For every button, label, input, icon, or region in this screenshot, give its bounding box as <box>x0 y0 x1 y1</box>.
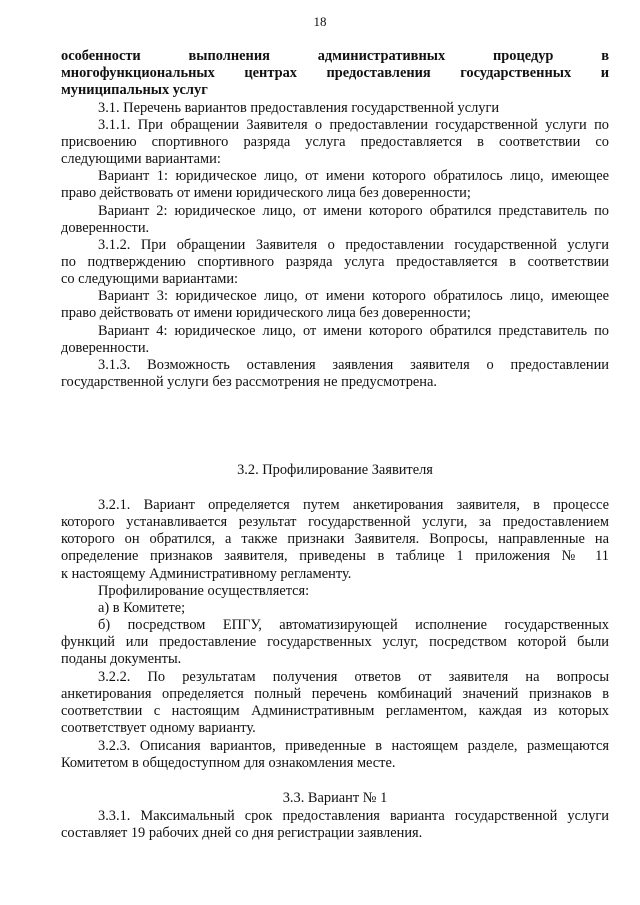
text-line: доверенности. <box>61 220 150 236</box>
text-line: Вариант 4: юридическое лицо, от имени которого обратился представитель по <box>98 323 609 339</box>
text-line: особенности выполнения административных процедур в <box>61 48 609 64</box>
text-line: государственной услуги без рассмотрения не предусмотрена. <box>61 374 437 390</box>
text-line: определение признаков заявителя, приведены в таблице 1 приложения № 11 <box>61 548 609 564</box>
text-line: многофункциональных центрах предоставления государственных и <box>61 65 609 81</box>
text-line: соответствует одному варианту. <box>61 720 256 736</box>
text-line: соответствии с настоящим Административным регламентом, каждая из которых <box>61 703 609 719</box>
text-line: 3.2. Профилирование Заявителя <box>237 462 433 478</box>
text-line: 3.1.2. При обращении Заявителя о предоставлении государственной услуги <box>98 237 609 253</box>
text-line: 3.1.3. Возможность оставления заявления заявителя о предоставлении <box>98 357 609 373</box>
text-line: по подтверждению спортивного разряда услуга предоставляется в соответствии <box>61 254 609 270</box>
text-line: 3.1.1. При обращении Заявителя о предоставлении государственной услуги по <box>98 117 609 133</box>
text-line: муниципальных услуг <box>61 82 208 98</box>
text-line: составляет 19 рабочих дней со дня регистрации заявления. <box>61 825 423 841</box>
text-line: право действовать от имени юридического лица без доверенности; <box>61 305 471 321</box>
text-line: право действовать от имени юридического лица без доверенности; <box>61 185 471 201</box>
text-line: доверенности. <box>61 340 150 356</box>
text-line: Профилирование осуществляется: <box>98 583 310 599</box>
text-line: Вариант 2: юридическое лицо, от имени которого обратился представитель по <box>98 203 609 219</box>
text-line: поданы документы. <box>61 651 182 667</box>
text-line: 3.2.3. Описания вариантов, приведенные в настоящем разделе, размещаются <box>98 738 609 754</box>
text-line: которого устанавливается результат государственной услуги, за предоставлением <box>61 514 609 530</box>
text-line: Комитетом в общедоступном для ознакомления месте. <box>61 755 396 771</box>
text-line: со следующими вариантами: <box>61 271 239 287</box>
text-line: к настоящему Административному регламенту. <box>61 566 352 582</box>
text-line: присвоению спортивного разряда услуга предоставляется в соответствии со <box>61 134 609 150</box>
text-line: 3.1. Перечень вариантов предоставления государственной услуги <box>98 100 500 116</box>
page-number: 18 <box>313 14 327 29</box>
text-line: функций или предоставление государственных услуг, посредством которой были <box>61 634 609 650</box>
text-line: которого он обратился, а также признаки Заявителя. Вопросы, направленные на <box>61 531 609 547</box>
text-line: следующими вариантами: <box>61 151 221 167</box>
text-line: б) посредством ЕПГУ, автоматизирующей исполнение государственных <box>98 617 609 633</box>
text-line: 3.3.1. Максимальный срок предоставления варианта государственной услуги <box>98 808 609 824</box>
text-line: Вариант 3: юридическое лицо, от имени которого обратилось лицо, имеющее <box>98 288 609 304</box>
text-line: анкетирования определяется полный перечень комбинаций значений признаков в <box>61 686 609 702</box>
text-line: 3.2.1. Вариант определяется путем анкетирования заявителя, в процессе <box>98 497 609 513</box>
text-line: Вариант 1: юридическое лицо, от имени которого обратилось лицо, имеющее <box>98 168 609 184</box>
text-line: 3.3. Вариант № 1 <box>282 790 388 806</box>
text-line: а) в Комитете; <box>98 600 186 616</box>
text-line: 3.2.2. По результатам получения ответов от заявителя на вопросы <box>98 669 609 685</box>
